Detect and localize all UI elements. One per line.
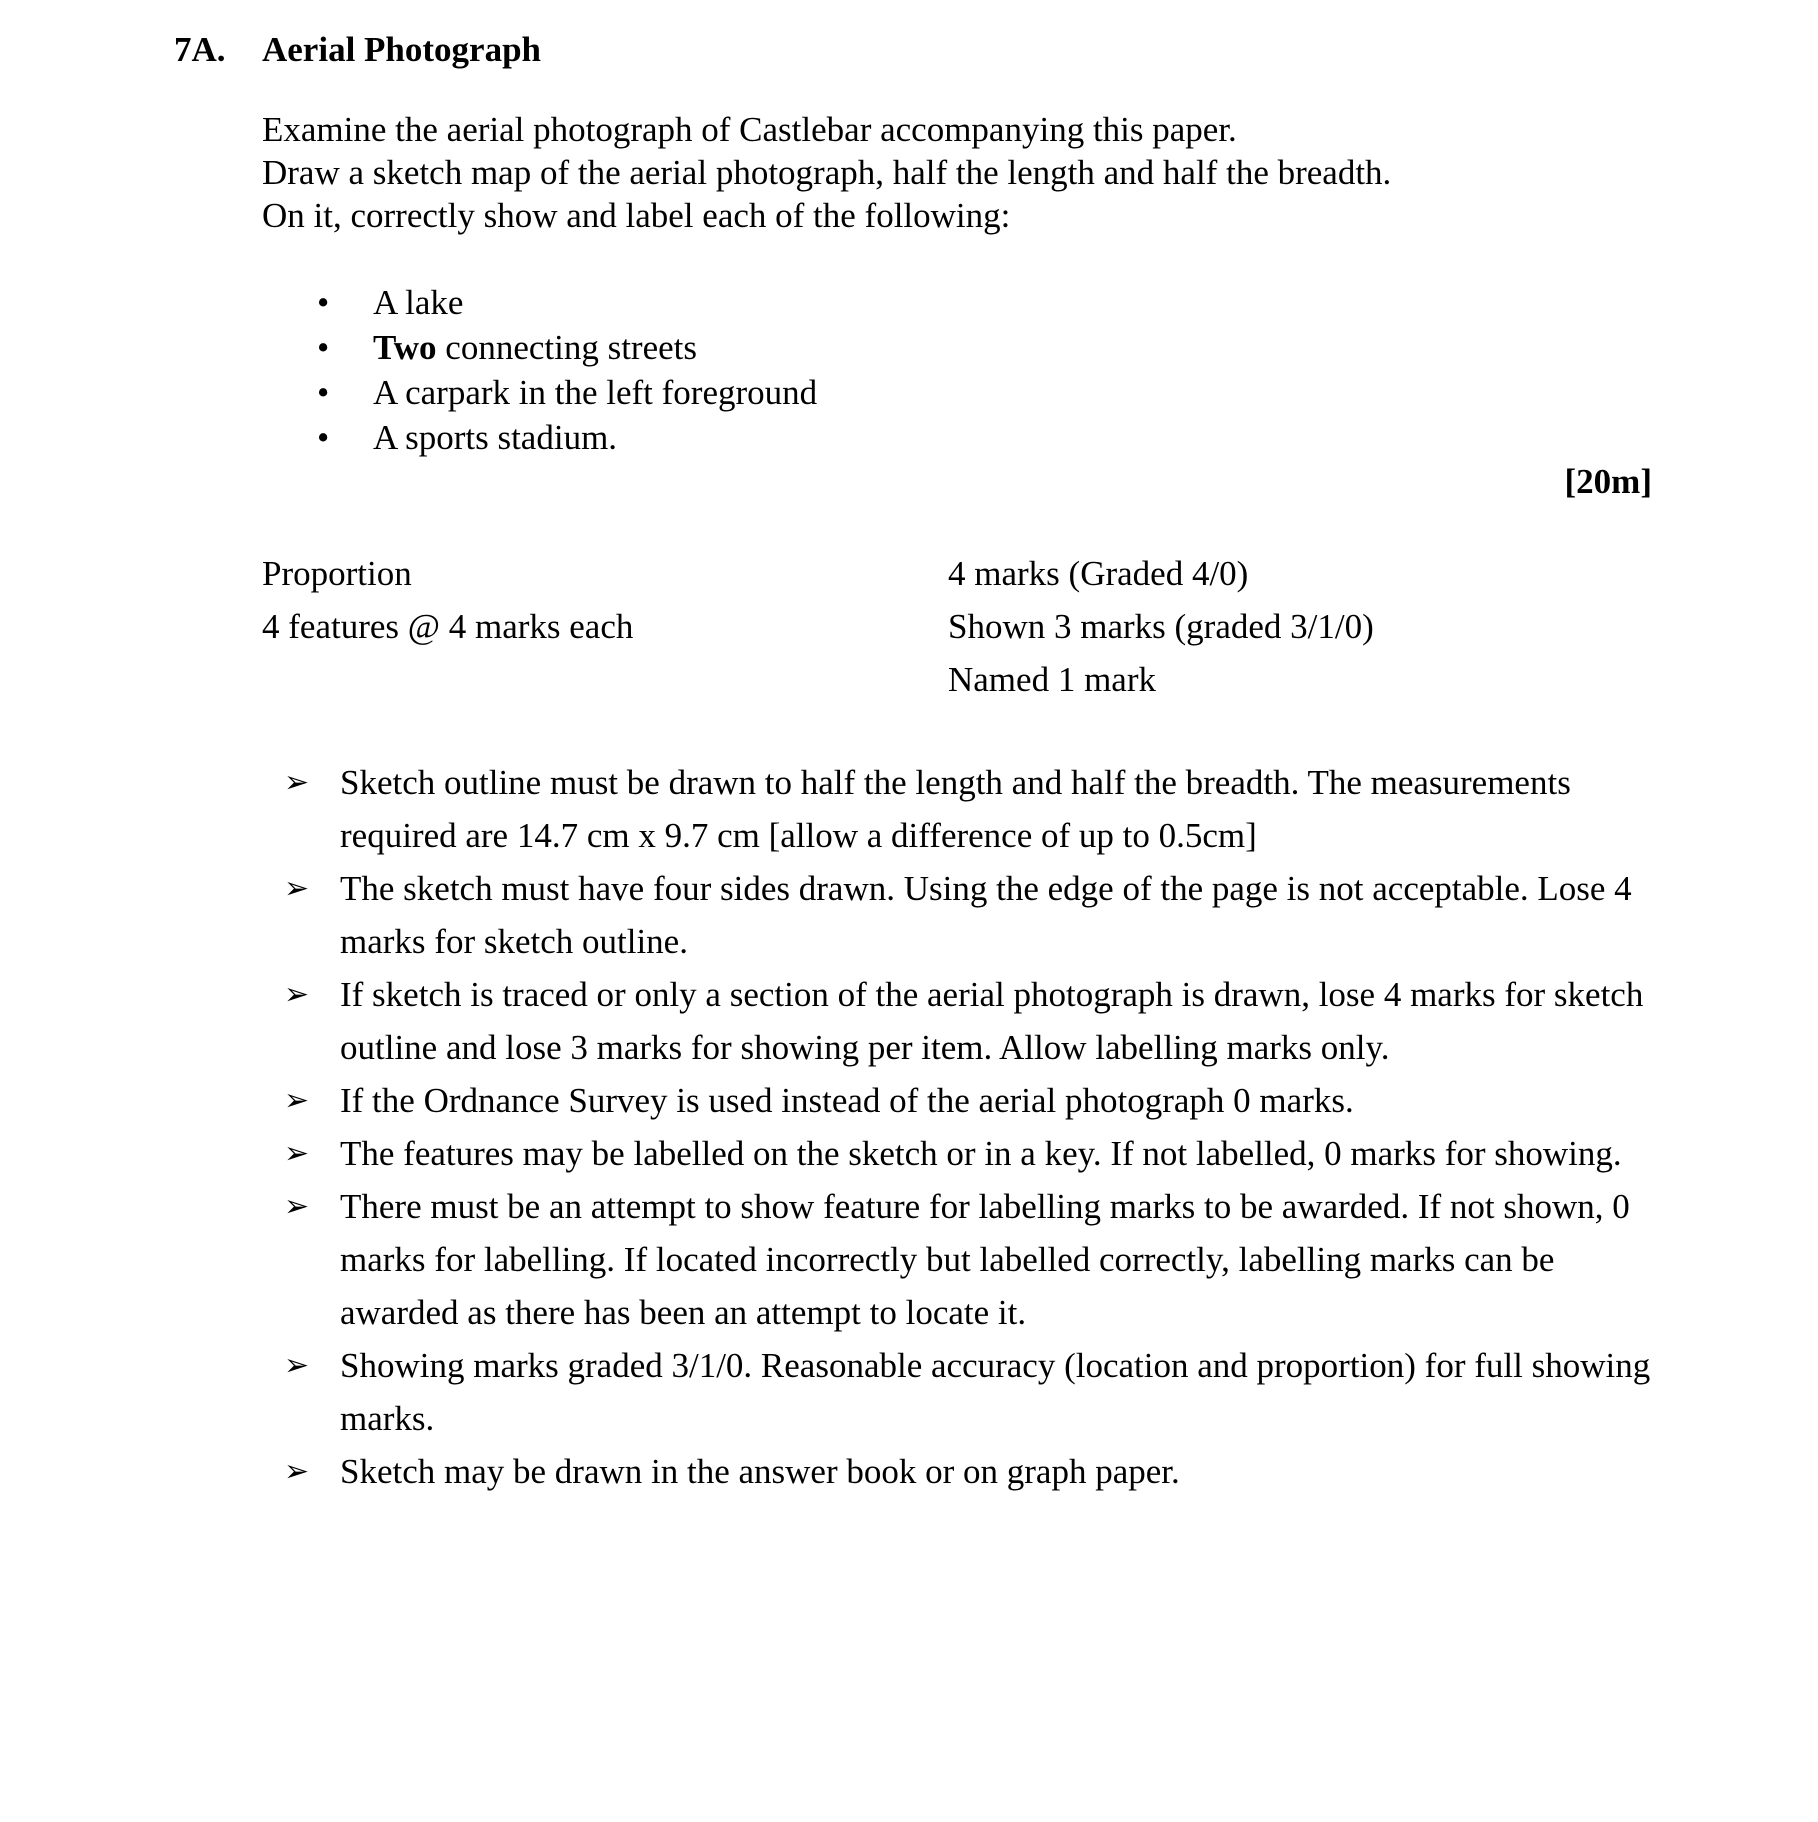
arrow-bullet-icon: ➢ [284, 1348, 310, 1383]
note-item: ➢ If the Ordnance Survey is used instead of the aerial photograph 0 marks. [262, 1074, 1662, 1127]
feature-item: • Two connecting streets [262, 325, 817, 370]
scheme-marks: 4 marks (Graded 4/0) [948, 554, 1249, 593]
instruction-line: On it, correctly show and label each of the following: [262, 196, 1011, 235]
feature-item: • A lake [262, 280, 817, 325]
bullet-icon: • [317, 373, 330, 412]
question-instructions [262, 108, 1391, 237]
note-item: ➢ If sketch is traced or only a section of the aerial photograph is drawn, lose 4 marks for sketch outline and lose 3 marks for showing per item. Allow labelling marks only. [262, 968, 1662, 1074]
marking-notes [262, 756, 1662, 1498]
scheme-criterion: Proportion [262, 554, 412, 593]
bullet-icon: • [317, 418, 330, 457]
scheme-criterion: 4 features @ 4 marks each [262, 607, 634, 646]
note-item: ➢ There must be an attempt to show feature for labelling marks to be awarded. If not shown, 0 marks for labelling. If located incorrectly but labelled correctly, labelling marks can be awarded as there has been an attempt to locate it. [262, 1180, 1662, 1339]
total-marks: [20m] [1564, 462, 1652, 501]
note-item: ➢ The sketch must have four sides drawn. Using the edge of the page is not acceptable. Lose 4 marks for sketch outline. [262, 862, 1662, 968]
scheme-marks: Named 1 mark [948, 660, 1156, 699]
arrow-bullet-icon: ➢ [284, 1189, 310, 1224]
arrow-bullet-icon: ➢ [284, 1454, 310, 1489]
arrow-bullet-icon: ➢ [284, 1083, 310, 1118]
note-item: ➢ Sketch may be drawn in the answer book or on graph paper. [262, 1445, 1662, 1498]
arrow-bullet-icon: ➢ [284, 871, 310, 906]
note-item: ➢ The features may be labelled on the sketch or in a key. If not labelled, 0 marks for showing. [262, 1127, 1662, 1180]
feature-list [262, 280, 817, 460]
arrow-bullet-icon: ➢ [284, 765, 310, 800]
arrow-bullet-icon: ➢ [284, 977, 310, 1012]
question-title: Aerial Photograph [262, 30, 542, 69]
question-number: 7A. [174, 30, 226, 69]
scheme-marks: Shown 3 marks (graded 3/1/0) [948, 607, 1374, 646]
instruction-line: Draw a sketch map of the aerial photograph, half the length and half the breadth. [262, 153, 1392, 192]
instruction-line: Examine the aerial photograph of Castlebar accompanying this paper. [262, 110, 1237, 149]
feature-item: • A carpark in the left foreground [262, 370, 817, 415]
feature-item: • A sports stadium. [262, 415, 817, 460]
question-heading [174, 28, 541, 72]
bullet-icon: • [317, 283, 330, 322]
arrow-bullet-icon: ➢ [284, 1136, 310, 1171]
bullet-icon: • [317, 328, 330, 367]
note-item: ➢ Showing marks graded 3/1/0. Reasonable accuracy (location and proportion) for full showing marks. [262, 1339, 1662, 1445]
note-item: ➢ Sketch outline must be drawn to half the length and half the breadth. The measurements required are 14.7 cm x 9.7 cm [allow a difference of up to 0.5cm] [262, 756, 1662, 862]
